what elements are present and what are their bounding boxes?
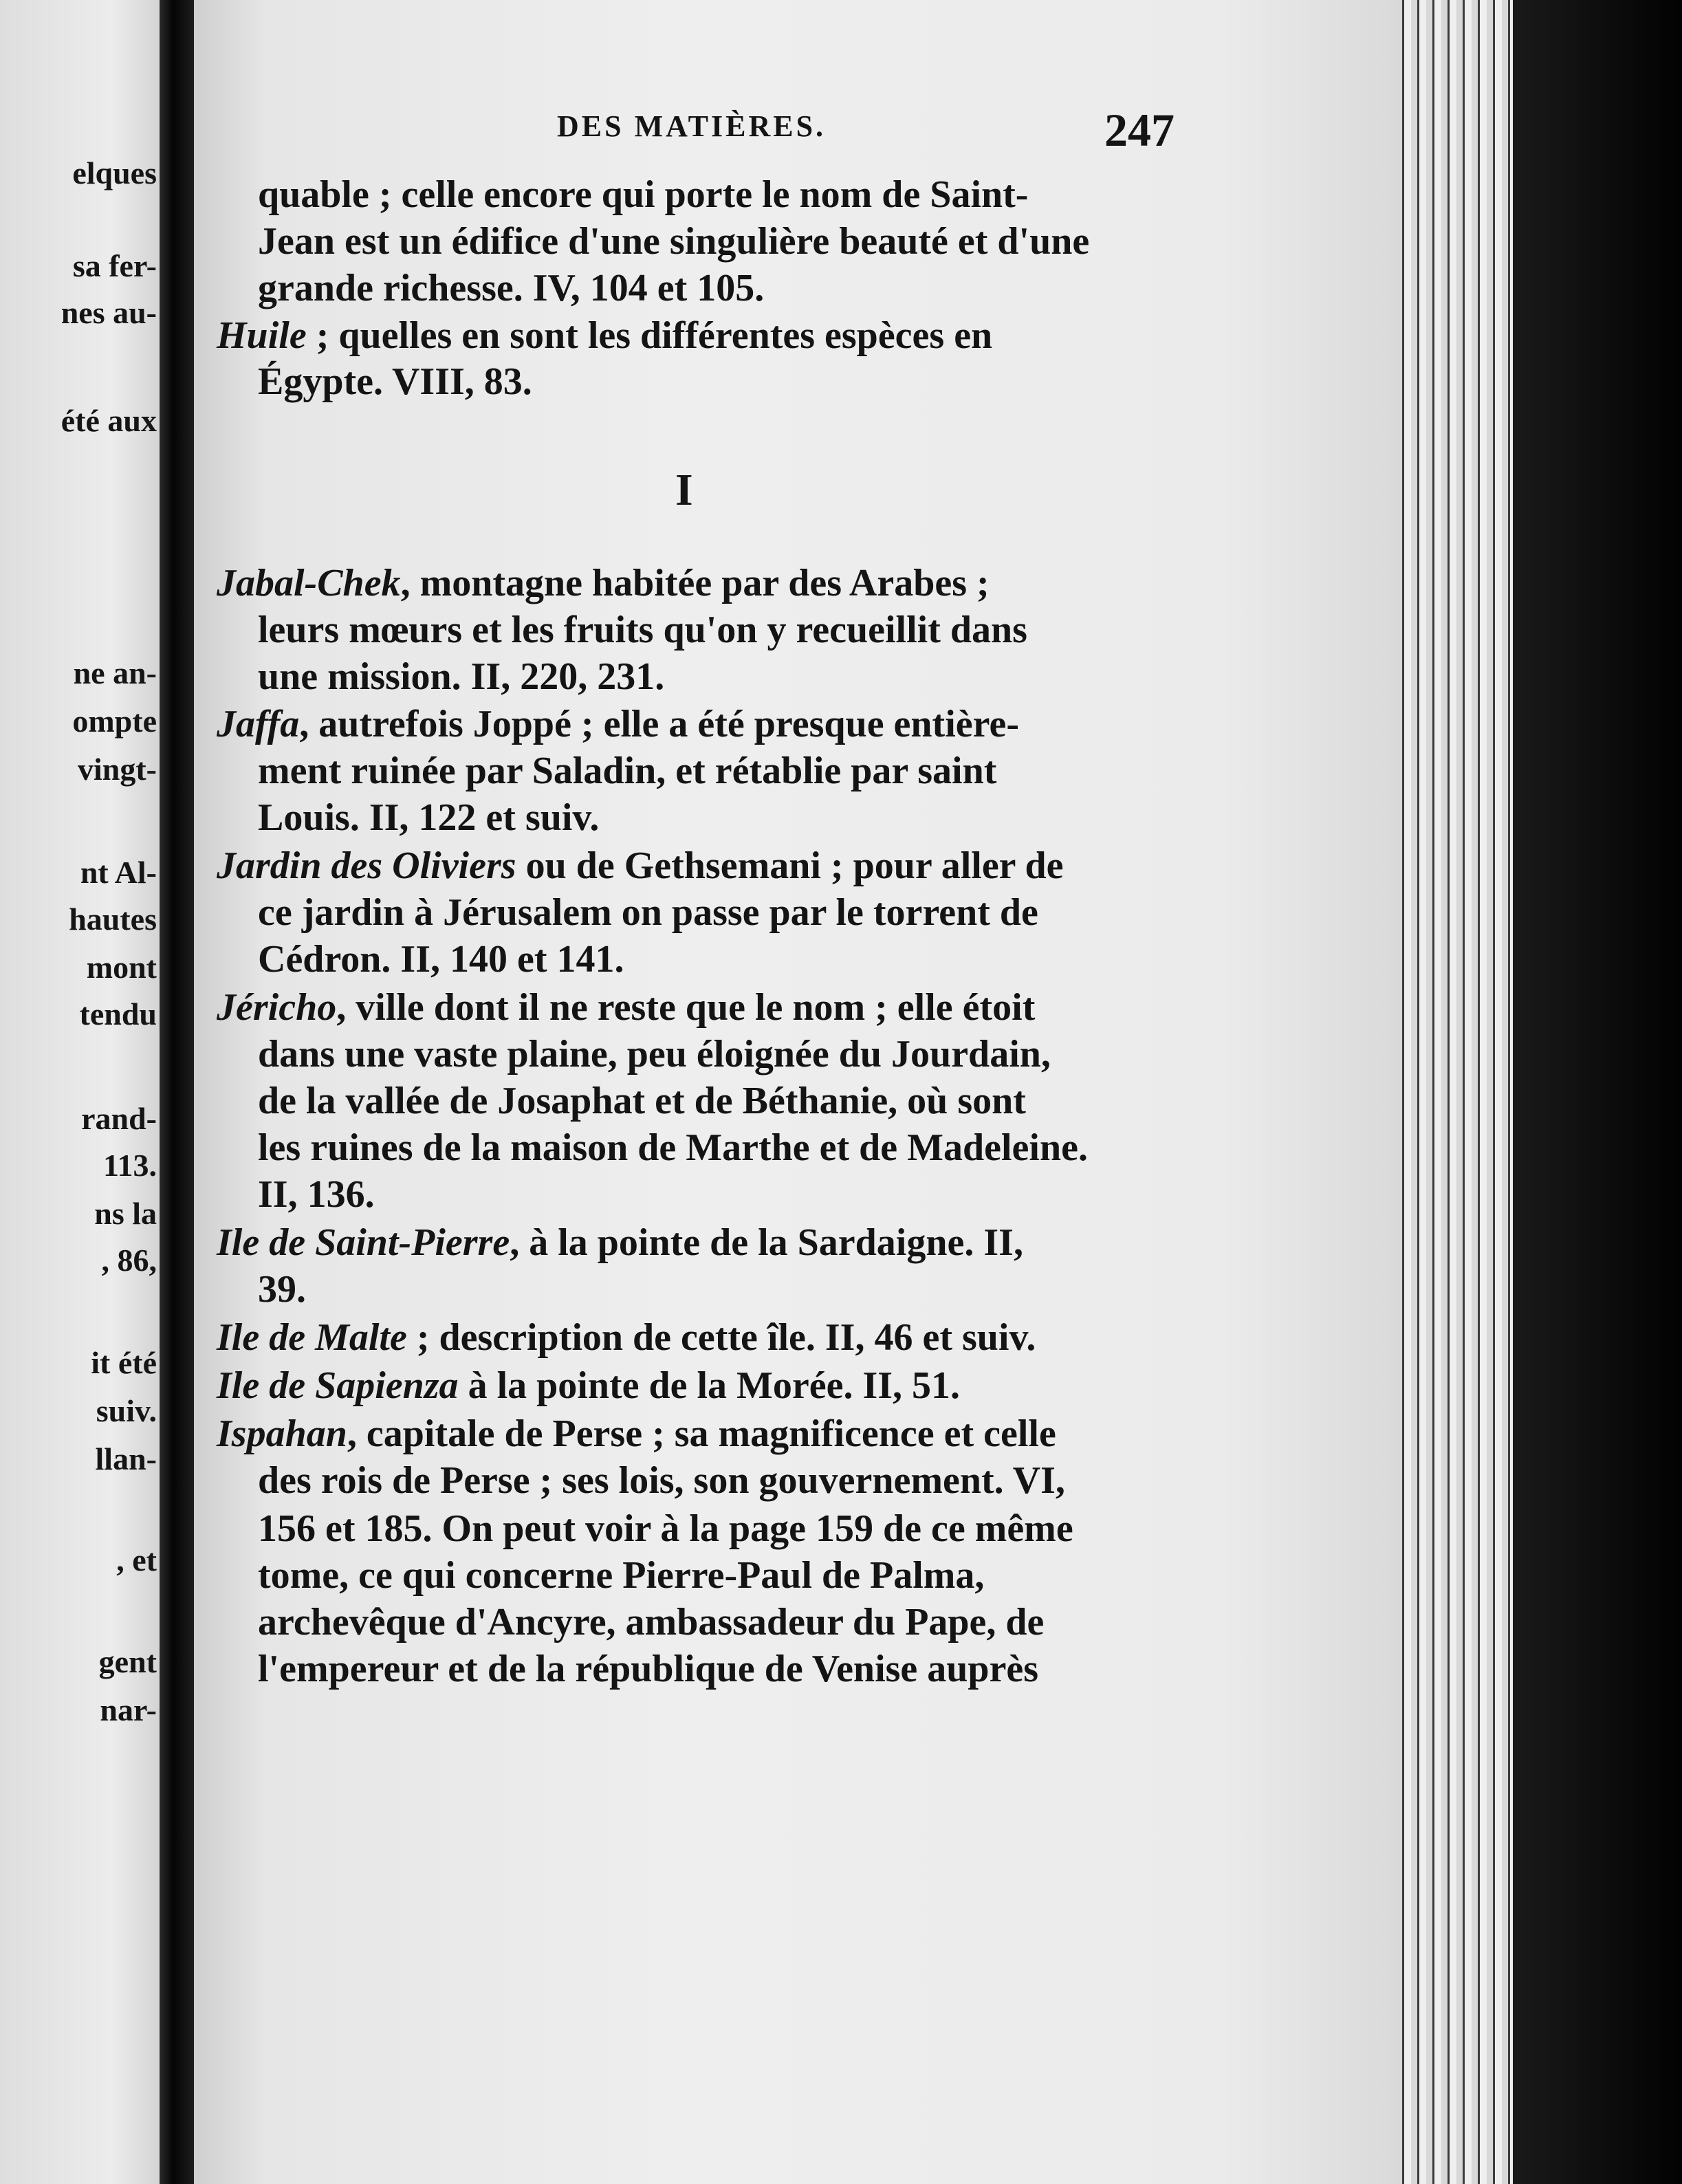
index-line [217,985,1035,1030]
facing-page-fragment: suiv. [96,1393,157,1428]
facing-page-fragment: été aux [61,403,157,438]
facing-page-fragment: 113. [103,1148,157,1183]
facing-page-fragment: vingt- [78,752,157,787]
index-line [258,654,664,699]
index-text: Jean est un édifice d'une singulière beauté et d'une [258,220,1090,263]
index-line [217,313,992,358]
index-text: une mission. II, 220, 231. [258,655,665,698]
index-text: quable ; celle encore qui porte le nom de Saint- [258,173,1029,216]
facing-page-fragment: gent [98,1644,157,1679]
index-line [258,1646,1038,1692]
facing-page-fragment: nar- [100,1692,157,1727]
index-text: tome, ce qui concerne Pierre-Paul de Palma, [258,1554,985,1597]
index-text: , ville dont il ne reste que le nom ; elle étoit [336,986,1036,1029]
index-line [258,1458,1065,1503]
index-text: 39. [258,1268,306,1311]
index-headword: Jabal-Chek [217,562,401,604]
index-headword: Ile de Malte [217,1316,407,1359]
index-text: des rois de Perse ; ses lois, son gouvernement. VI, [258,1459,1065,1502]
facing-page-fragment: rand- [81,1101,157,1136]
index-text: , à la pointe de la Sardaigne. II, [510,1221,1023,1264]
index-line [217,1411,1056,1456]
running-head: DES MATIÈRES. [557,109,827,143]
index-text: dans une vaste plaine, peu éloignée du Jourdain, [258,1033,1051,1075]
index-text: l'empereur et de la république de Venise auprès [258,1648,1039,1690]
index-headword: Jéricho [217,986,337,1029]
index-line [217,843,1064,888]
section-letter: I [675,465,693,515]
background-shadow [1513,0,1682,2184]
facing-page-fragment: sa fer- [72,248,157,283]
index-line [258,172,1028,217]
index-text: ce jardin à Jérusalem on passe par le torrent de [258,891,1038,934]
index-text: II, 136. [258,1173,375,1216]
index-line [217,1315,1036,1360]
page-edges [1396,0,1513,2184]
index-headword: Jaffa [217,703,300,745]
index-text: Cédron. II, 140 et 141. [258,938,624,981]
index-text: 156 et 185. On peut voir à la page 159 de ce même [258,1507,1073,1550]
index-text: , autrefois Joppé ; elle a été presque entière- [299,703,1019,745]
index-headword: Ile de Sapienza [217,1364,459,1407]
index-text: archevêque d'Ancyre, ambassadeur du Pape, de [258,1601,1045,1644]
page-number: 247 [1104,104,1175,156]
index-line [217,1363,960,1408]
index-text: ; quelles en sont les différentes espèces en [306,314,993,357]
index-line [258,1267,306,1312]
index-text: ; description de cette île. II, 46 et suiv. [406,1316,1036,1359]
facing-page-fragment: , 86, [101,1243,157,1278]
index-headword: Huile [217,314,307,357]
index-text: Louis. II, 122 et suiv. [258,796,600,839]
index-text: les ruines de la maison de Marthe et de Madeleine. [258,1126,1088,1169]
index-text: Égypte. VIII, 83. [258,360,532,403]
index-line [258,748,996,794]
facing-page-fragment: hautes [69,902,157,937]
index-line [217,560,990,606]
index-text: , montagne habitée par des Arabes ; [400,562,990,604]
index-line [258,607,1027,653]
index-line [258,1125,1088,1170]
facing-page-fragment: nt Al- [80,855,157,890]
facing-page-fragment: mont [86,950,157,985]
index-text: ment ruinée par Saladin, et rétablie par saint [258,750,997,792]
index-line [258,937,624,982]
index-text: , capitale de Perse ; sa magnificence et celle [347,1412,1056,1455]
binding-gutter [160,0,194,2184]
index-text: ou de Gethsemani ; pour aller de [516,844,1064,887]
index-line [258,1553,984,1598]
index-line [258,1078,1026,1124]
index-line [258,1172,375,1217]
index-text: à la pointe de la Morée. II, 51. [458,1364,961,1407]
index-line [258,1031,1051,1077]
index-line [258,1599,1044,1645]
index-line [217,1220,1023,1265]
index-headword: Ispahan [217,1412,347,1455]
index-line [217,701,1019,747]
facing-page-fragment: tendu [79,996,157,1031]
facing-page-fragment: it été [91,1345,157,1380]
index-line [258,265,764,311]
index-line [258,795,599,840]
index-text: grande richesse. IV, 104 et 105. [258,267,765,309]
facing-page-fragment: elques [72,155,157,190]
facing-page-fragment: ne an- [73,655,157,690]
facing-page-fragment: ompte [72,703,157,739]
facing-page-fragment: nes au- [61,295,157,330]
facing-page-fragment: llan- [95,1441,157,1476]
index-line [258,890,1038,935]
index-line [258,359,532,404]
index-line [258,219,1089,264]
index-text: leurs mœurs et les fruits qu'on y recueillit dans [258,609,1027,651]
index-text: de la vallée de Josaphat et de Béthanie, où sont [258,1080,1026,1122]
index-line [258,1506,1073,1551]
facing-page-sliver [0,0,160,2184]
index-headword: Jardin des Oliviers [217,844,516,887]
index-headword: Ile de Saint-Pierre [217,1221,510,1264]
facing-page-fragment: , et [116,1542,157,1577]
facing-page-fragment: ns la [94,1196,157,1231]
